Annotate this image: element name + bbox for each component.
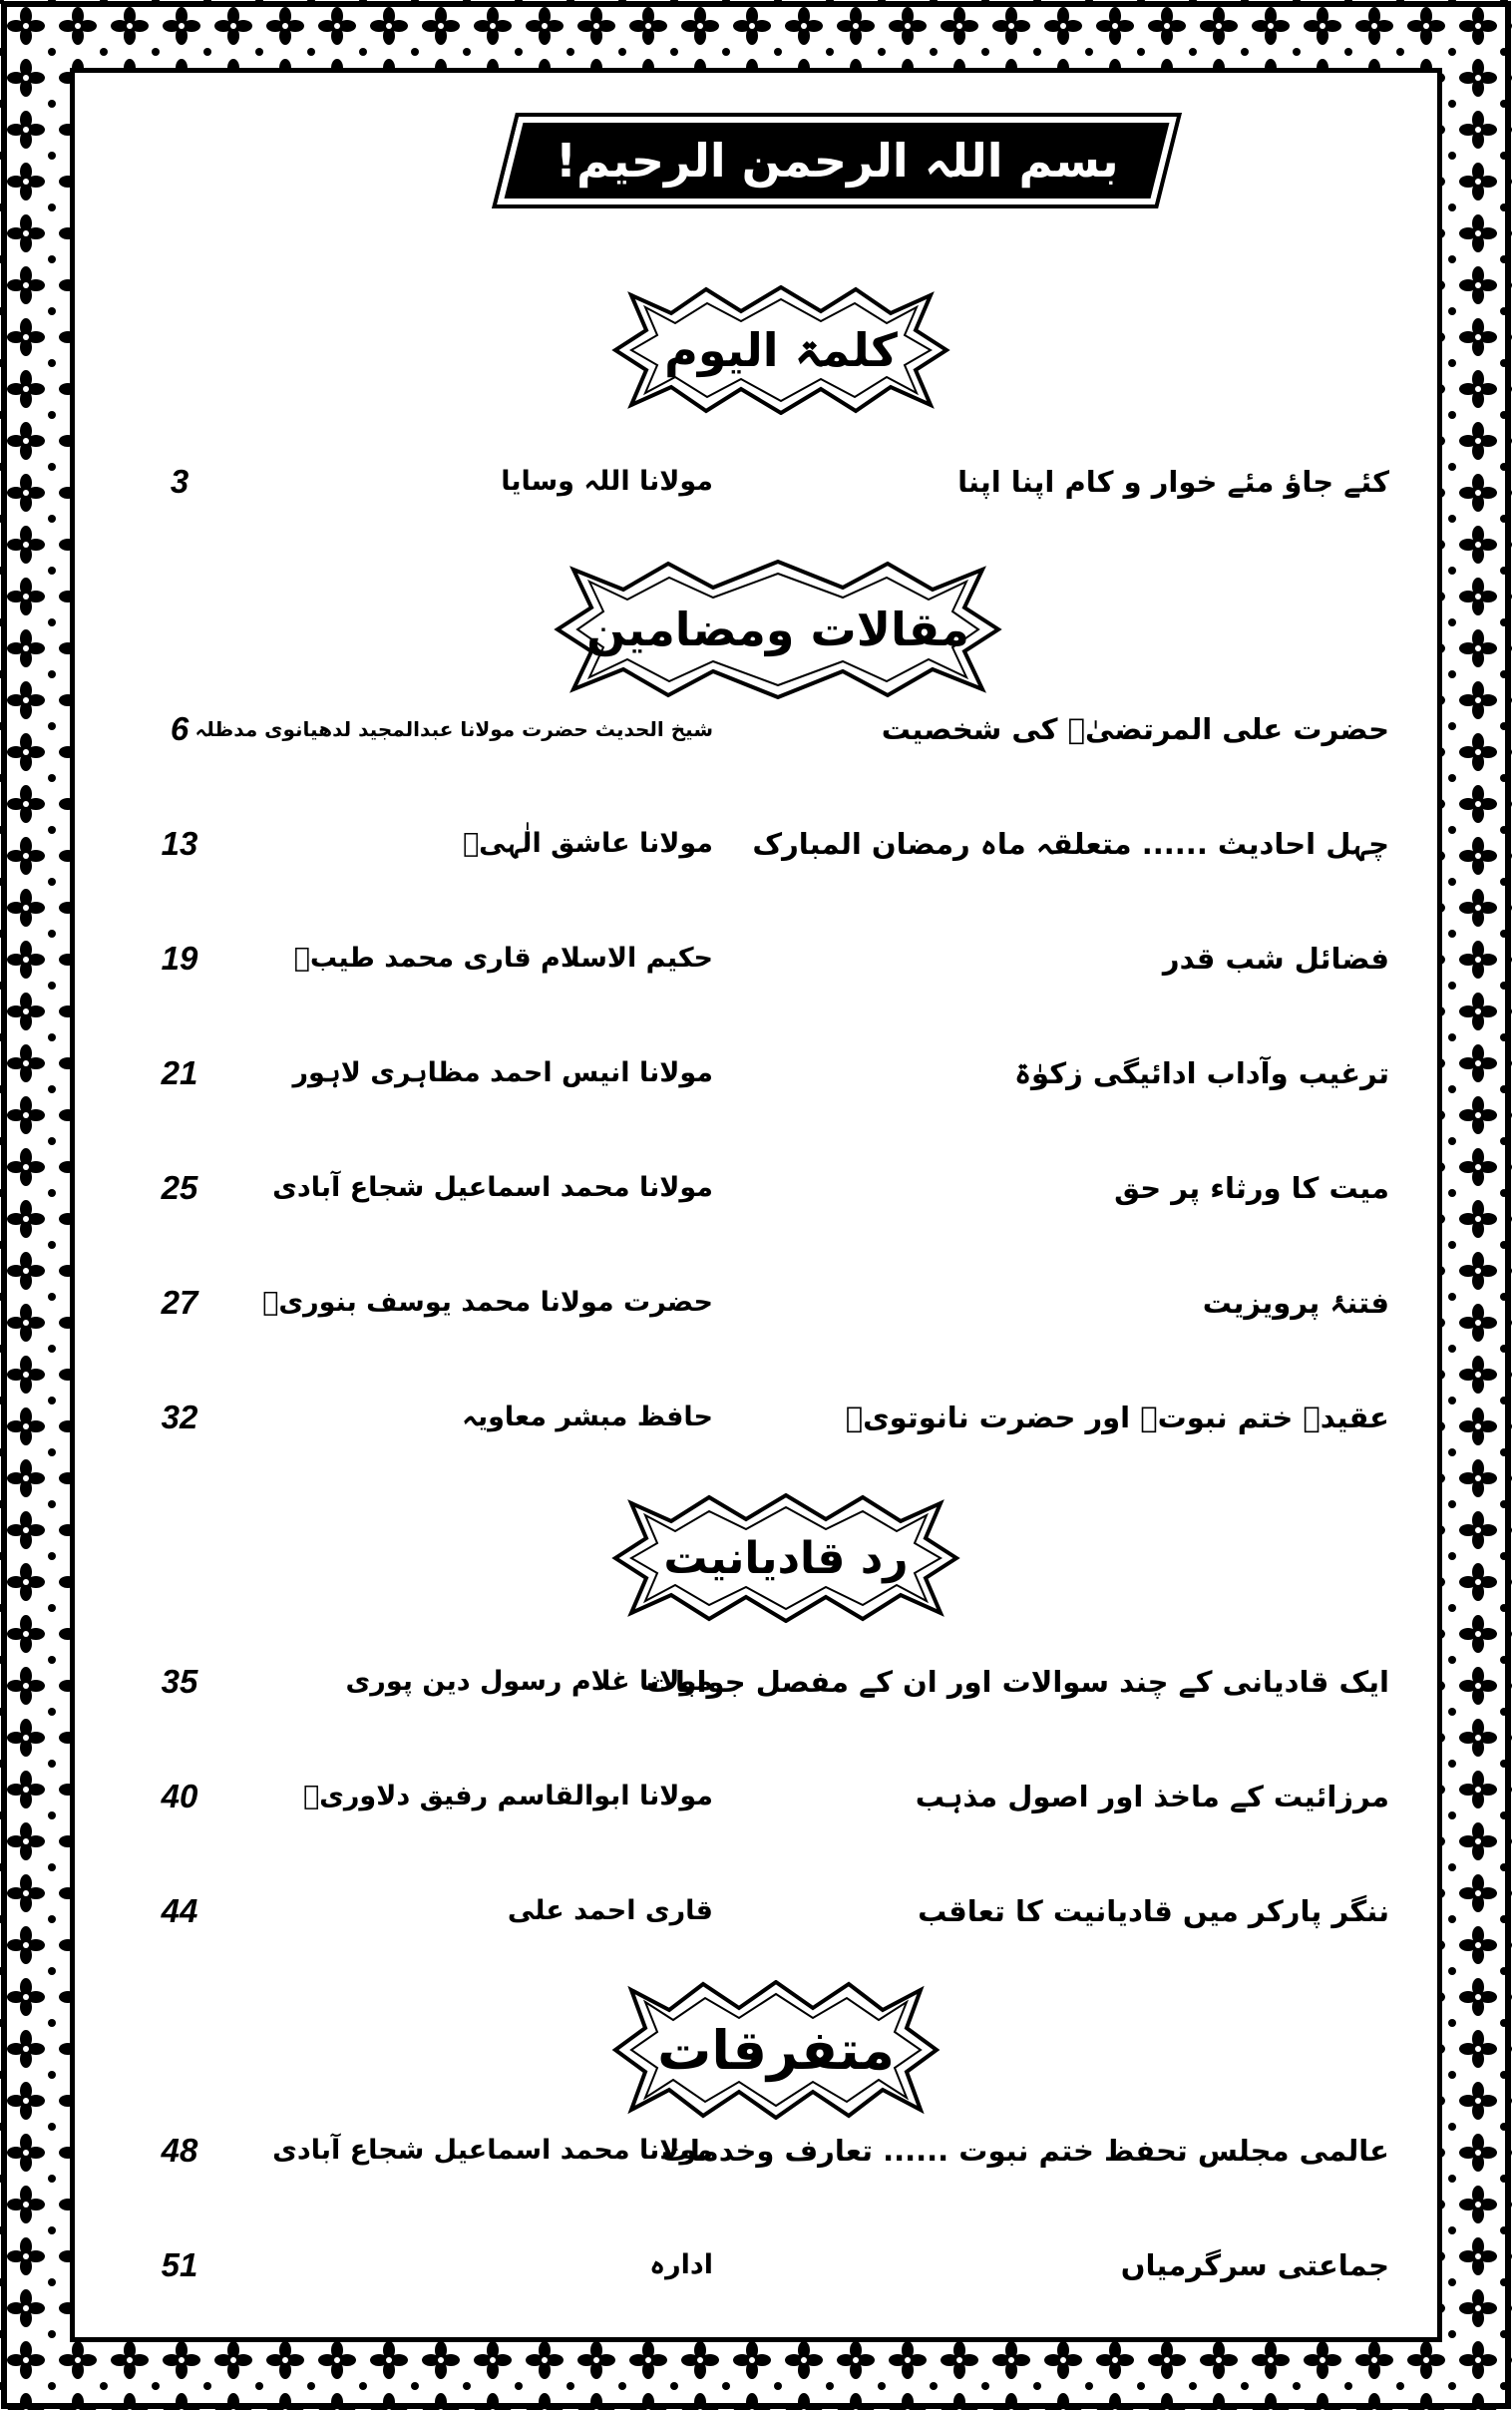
article-author: مولانا عاشق الٰہیؒ [462, 828, 713, 859]
toc-row [75, 1388, 1447, 1447]
article-title: عقیدۂ ختم نبوتؐ اور حضرت نانوتویؒ [845, 1401, 1389, 1434]
content-panel [70, 68, 1442, 2342]
article-author: مولانا محمد اسماعیل شجاع آبادی [272, 2135, 713, 2166]
page-number: 44 [161, 1892, 198, 1929]
section-title: متفرقات [657, 2018, 895, 2082]
page-number: 13 [161, 825, 198, 862]
article-title: فتنۂ پرویزیت [1202, 1286, 1389, 1320]
toc-row [75, 1881, 1447, 1941]
article-author: مولانا محمد اسماعیل شجاع آبادی [272, 1172, 713, 1203]
article-author: مولانا ابوالقاسم رفیق دلاوریؒ [302, 1781, 713, 1811]
page-number: 51 [161, 2246, 198, 2283]
article-author: قاری احمد علی [507, 1895, 713, 1926]
toc-row [75, 1652, 1447, 1712]
article-title: عالمی مجلس تحفظ ختم نبوت ...... تعارف وخدمات [660, 2134, 1389, 2168]
article-author: مولانا اللہ وسایا [501, 466, 713, 497]
article-title: چہل احادیث ...... متعلقہ ماہ رمضان المبارک [752, 827, 1389, 861]
article-author: حکیم الاسلام قاری محمد طیبؒ [293, 943, 713, 974]
section-title: کلمۃ الیوم [664, 323, 898, 377]
article-title: حضرت علی المرتضیٰؓ کی شخصیت [881, 712, 1389, 746]
page-number: 40 [161, 1778, 198, 1814]
bismillah-text: بسم اللہ الرحمن الرحیم! [555, 134, 1119, 188]
article-author: مولانا غلام رسول دین پوری [345, 1666, 713, 1697]
toc-row [75, 1767, 1447, 1826]
toc-row [75, 2121, 1447, 2181]
section-heading-maqalaat [554, 560, 1002, 699]
article-title: میت کا ورثاء پر حق [1114, 1171, 1389, 1205]
article-author: حضرت مولانا محمد یوسف بنوریؒ [262, 1287, 713, 1318]
article-author: حافظ مبشر معاویہ [462, 1402, 713, 1432]
page-number: 19 [161, 940, 198, 977]
bismillah-banner [492, 113, 1182, 208]
article-author: مولانا انیس احمد مظاہری لاہور [292, 1057, 713, 1088]
section-heading-radd-e-qadiyaniyat [611, 1493, 960, 1623]
section-heading-mutafarriqaat [611, 1980, 941, 2120]
section-title: مقالات ومضامین [586, 602, 969, 656]
page-number: 48 [161, 2132, 198, 2169]
article-title: جماعتی سرگرمیاں [1120, 2248, 1389, 2282]
toc-row [75, 699, 1447, 759]
page-number: 21 [161, 1054, 198, 1091]
article-title: مرزائیت کے ماخذ اور اصول مذہب [915, 1780, 1389, 1813]
toc-row [75, 929, 1447, 989]
toc-row [75, 452, 1447, 512]
page-number: 27 [161, 1284, 198, 1321]
article-title: ایک قادیانی کے چند سوالات اور ان کے مفصل جوابات [645, 1665, 1389, 1699]
article-title: فضائل شب قدر [1162, 942, 1389, 976]
toc-row [75, 2235, 1447, 2295]
article-title: کئے جاؤ مئے خوار و کام اپنا اپنا [957, 465, 1389, 499]
section-title: رد قادیانیت [663, 1532, 909, 1584]
page-number: 3 [170, 463, 189, 500]
page-number: 35 [161, 1663, 198, 1700]
toc-row [75, 1273, 1447, 1333]
toc-row [75, 1043, 1447, 1103]
article-title: ننگر پارکر میں قادیانیت کا تعاقب [918, 1894, 1389, 1928]
toc-row [75, 1158, 1447, 1218]
article-author: شیخ الحدیث حضرت مولانا عبدالمجید لدھیانوی مدظلہ [194, 717, 713, 741]
page-number: 32 [161, 1399, 198, 1435]
page-number: 6 [170, 710, 189, 747]
article-author: ادارہ [649, 2249, 713, 2280]
toc-row [75, 814, 1447, 874]
article-title: ترغیب وآداب ادائیگی زکوٰۃ [1014, 1056, 1389, 1090]
section-heading-kalimat-ul-yaum [611, 285, 950, 415]
page-number: 25 [161, 1169, 198, 1206]
